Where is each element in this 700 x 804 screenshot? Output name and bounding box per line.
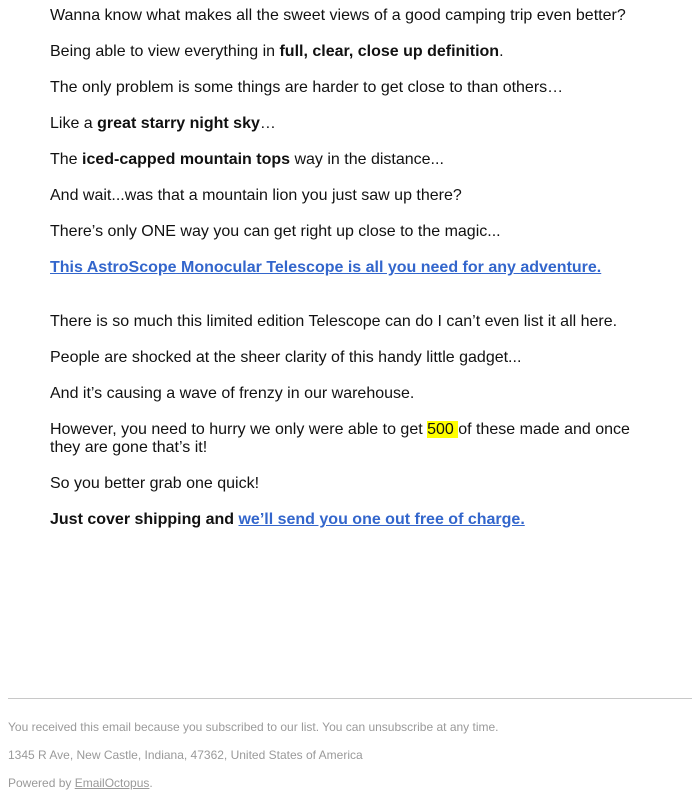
text-span: . [499, 43, 504, 60]
text-span: Being able to view everything in [50, 43, 280, 60]
text-span: Like a [50, 115, 98, 132]
bold-text: full, clear, close up definition [279, 43, 500, 60]
bold-text: iced-capped mountain tops [82, 151, 291, 168]
paragraph-clarity: People are shocked at the sheer clarity of this handy little gadget... [50, 349, 522, 366]
text-span: Powered by [8, 776, 75, 790]
text-span: . [149, 776, 153, 790]
paragraph-frenzy: And it’s causing a wave of frenzy in our warehouse. [50, 385, 415, 402]
subscribe-note: You received this email because you subscribed to our list. You can unsubscribe at any time. [8, 720, 499, 734]
paragraph-one-way: There’s only ONE way you can get right up close to the magic... [50, 223, 501, 240]
footer-divider [8, 698, 692, 699]
highlighted-quantity: 500 [427, 421, 459, 438]
paragraph-mountain-lion: And wait...was that a mountain lion you just saw up there? [50, 187, 462, 204]
paragraph-limited-edition: There is so much this limited edition Telescope can do I can’t even list it all here. [50, 313, 618, 330]
product-link[interactable]: This AstroScope Monocular Telescope is all you need for any adventure. [50, 259, 602, 276]
paragraph-grab-one: So you better grab one quick! [50, 475, 260, 492]
text-span: of these made and once they are gone that’s it! [50, 421, 630, 456]
paragraph-hurry [50, 421, 650, 457]
paragraph-mountain-tops [50, 151, 444, 169]
paragraph-starry-sky [50, 115, 276, 133]
free-offer-link[interactable]: we’ll send you one out free of charge. [238, 511, 525, 528]
emailoctopus-link[interactable]: EmailOctopus [74, 776, 150, 790]
text-span: way in the distance... [290, 151, 444, 168]
paragraph-intro: Wanna know what makes all the sweet views of a good camping trip even better? [50, 7, 626, 24]
bold-text: great starry night sky [97, 115, 260, 132]
powered-by [8, 776, 153, 790]
paragraph-definition [50, 43, 504, 61]
text-span: However, you need to hurry we only were able to get [50, 421, 428, 438]
bold-text: Just cover shipping and [50, 511, 239, 528]
paragraph-problem: The only problem is some things are harder to get close to than others… [50, 79, 564, 96]
paragraph-free-offer [50, 511, 525, 529]
text-span: The [50, 151, 83, 168]
text-span: … [259, 115, 276, 132]
paragraph-product-link [50, 259, 601, 277]
company-address: 1345 R Ave, New Castle, Indiana, 47362, United States of America [8, 748, 363, 762]
